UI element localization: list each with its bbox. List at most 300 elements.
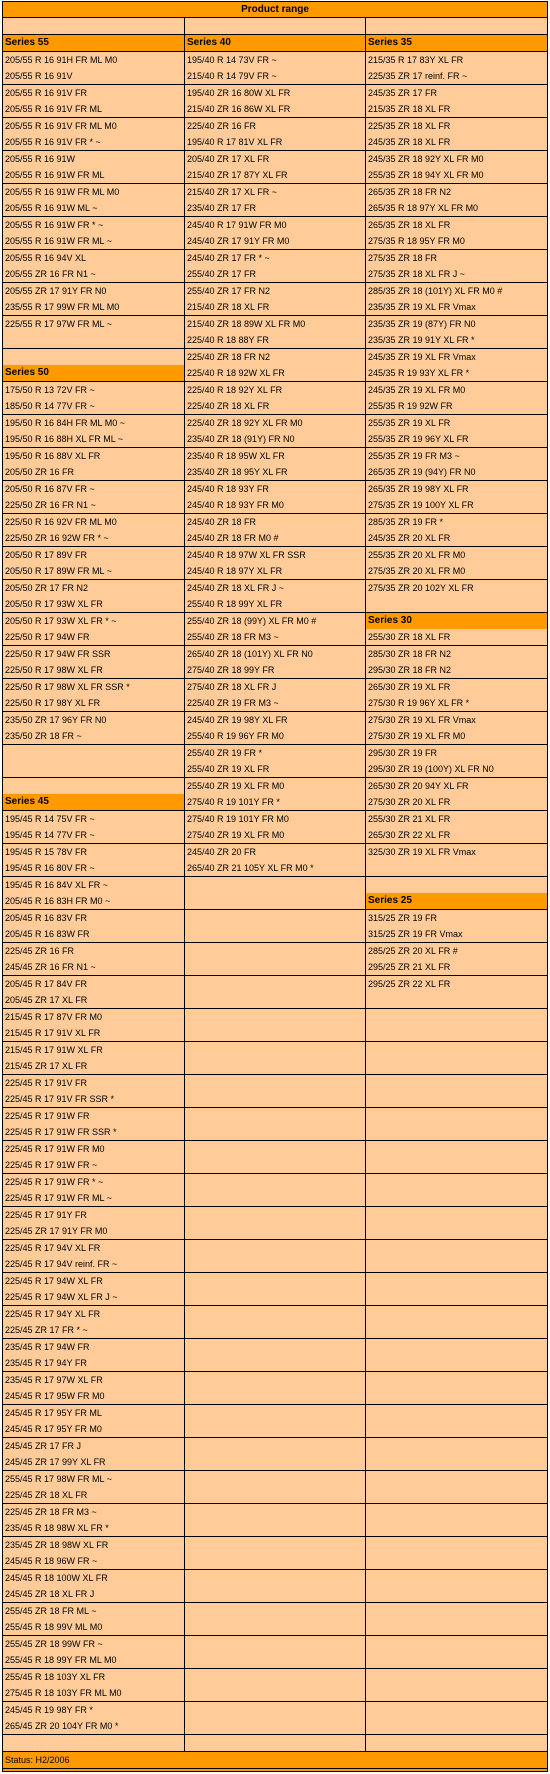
- empty-cell: [366, 1735, 547, 1751]
- empty-cell: [366, 1471, 547, 1487]
- empty-cell: [185, 1240, 365, 1256]
- tyre-size-cell: 255/40 R 18 99Y XL FR: [185, 596, 365, 612]
- tyre-size-cell: 205/45 R 17 84V FR: [3, 976, 184, 992]
- series-header: Series 30: [366, 613, 547, 629]
- tyre-size-cell: 225/40 ZR 19 FR M3 ~: [185, 695, 365, 711]
- empty-cell: [185, 1223, 365, 1239]
- empty-cell: [366, 1372, 547, 1388]
- tyre-size-cell: 245/35 ZR 19 XL FR Vmax: [366, 349, 547, 365]
- series-header: Series 35: [366, 35, 547, 51]
- tyre-size-cell: 245/35 ZR 17 FR: [366, 85, 547, 101]
- status-footer: Status: H2/2006: [3, 1752, 547, 1768]
- tyre-size-cell: 225/45 R 17 91W FR SSR *: [3, 1124, 184, 1140]
- empty-cell: [366, 1636, 547, 1652]
- tyre-size-cell: 245/40 ZR 17 91Y FR M0: [185, 233, 365, 249]
- tyre-size-cell: 195/40 ZR 16 80W XL FR: [185, 85, 365, 101]
- tyre-size-cell: 275/40 R 19 101Y FR M0: [185, 811, 365, 827]
- tyre-size-cell: 225/45 ZR 17 FR * ~: [3, 1322, 184, 1338]
- tyre-size-cell: 225/50 R 17 94W FR: [3, 629, 184, 645]
- tyre-size-cell: 255/45 R 17 98W FR ML ~: [3, 1471, 184, 1487]
- tyre-size-cell: 235/45 R 18 98W XL FR *: [3, 1520, 184, 1536]
- tyre-size-cell: 215/45 R 17 91V XL FR: [3, 1025, 184, 1041]
- tyre-size-cell: 205/55 R 16 91H FR ML M0: [3, 52, 184, 68]
- blank-row: [3, 18, 547, 34]
- tyre-size-cell: 245/35 R 19 93Y XL FR *: [366, 365, 547, 381]
- tyre-size-cell: 245/40 R 18 93Y FR: [185, 481, 365, 497]
- empty-cell: [366, 877, 547, 893]
- product-range-table: [2, 1, 548, 1772]
- empty-cell: [185, 1289, 365, 1305]
- empty-cell: [185, 1652, 365, 1668]
- tyre-size-cell: 205/55 R 16 91V: [3, 68, 184, 84]
- empty-cell: [185, 1009, 365, 1025]
- tyre-size-cell: 245/40 ZR 19 98Y XL FR: [185, 712, 365, 728]
- tyre-size-cell: 245/40 ZR 18 FR M0 #: [185, 530, 365, 546]
- tyre-size-cell: 225/45 R 17 94W XL FR J ~: [3, 1289, 184, 1305]
- series-column-middle: [185, 35, 365, 1751]
- tyre-size-cell: 255/40 ZR 17 FR N2: [185, 283, 365, 299]
- empty-cell: [366, 1619, 547, 1635]
- tyre-size-cell: 245/45 ZR 18 XL FR J: [3, 1586, 184, 1602]
- empty-cell: [366, 1355, 547, 1371]
- tyre-size-cell: 275/30 ZR 19 XL FR Vmax: [366, 712, 547, 728]
- tyre-size-cell: 225/45 R 17 91W FR ML ~: [3, 1190, 184, 1206]
- empty-cell: [185, 1735, 365, 1751]
- tyre-size-cell: 225/40 R 18 92W XL FR: [185, 365, 365, 381]
- empty-cell: [185, 1619, 365, 1635]
- tyre-size-cell: 245/45 R 17 95W FR M0: [3, 1388, 184, 1404]
- tyre-size-cell: 295/25 ZR 22 XL FR: [366, 976, 547, 992]
- empty-cell: [366, 1339, 547, 1355]
- empty-cell: [366, 596, 547, 612]
- tyre-size-cell: 225/45 ZR 18 FR M3 ~: [3, 1504, 184, 1520]
- tyre-size-cell: 215/35 R 17 83Y XL FR: [366, 52, 547, 68]
- empty-cell: [185, 1718, 365, 1734]
- series-header: Series 50: [3, 365, 184, 381]
- empty-cell: [366, 1273, 547, 1289]
- tyre-size-cell: 225/35 ZR 17 reinf. FR ~: [366, 68, 547, 84]
- tyre-size-cell: 235/40 R 18 95W XL FR: [185, 448, 365, 464]
- tyre-size-cell: 255/40 R 19 96Y FR M0: [185, 728, 365, 744]
- tyre-size-cell: 255/35 ZR 19 FR M3 ~: [366, 448, 547, 464]
- empty-cell: [185, 1438, 365, 1454]
- tyre-size-cell: 195/50 R 16 84H FR ML M0 ~: [3, 415, 184, 431]
- tyre-size-cell: 235/40 ZR 18 95Y XL FR: [185, 464, 365, 480]
- tyre-size-cell: 225/40 ZR 18 FR N2: [185, 349, 365, 365]
- tyre-size-cell: 265/35 R 18 97Y XL FR M0: [366, 200, 547, 216]
- tyre-size-cell: 255/45 R 18 103Y XL FR: [3, 1669, 184, 1685]
- tyre-size-cell: 245/40 ZR 18 FR: [185, 514, 365, 530]
- tyre-size-cell: 245/35 ZR 20 XL FR: [366, 530, 547, 546]
- tyre-size-cell: 275/30 ZR 19 XL FR M0: [366, 728, 547, 744]
- tyre-size-cell: 175/50 R 13 72V FR ~: [3, 382, 184, 398]
- tyre-size-cell: 205/55 R 16 91W: [3, 151, 184, 167]
- empty-cell: [185, 1075, 365, 1091]
- tyre-size-cell: 205/50 R 17 93W XL FR * ~: [3, 613, 184, 629]
- empty-cell: [366, 1322, 547, 1338]
- empty-cell: [366, 1108, 547, 1124]
- tyre-size-cell: 255/40 ZR 19 XL FR M0: [185, 778, 365, 794]
- empty-cell: [185, 1388, 365, 1404]
- tyre-size-cell: 235/45 R 17 94W FR: [3, 1339, 184, 1355]
- empty-cell: [366, 1009, 547, 1025]
- tyre-size-cell: 245/40 ZR 18 XL FR J ~: [185, 580, 365, 596]
- empty-cell: [3, 761, 184, 777]
- tyre-size-cell: 225/45 R 17 94V reinf. FR ~: [3, 1256, 184, 1272]
- series-header: Series 40: [185, 35, 365, 51]
- tyre-size-cell: 255/35 ZR 20 XL FR M0: [366, 547, 547, 563]
- tyre-size-cell: 215/40 ZR 18 89W XL FR M0: [185, 316, 365, 332]
- tyre-size-cell: 225/50 R 17 94W FR SSR: [3, 646, 184, 662]
- tyre-size-cell: 245/45 R 17 95Y FR ML: [3, 1405, 184, 1421]
- tyre-size-cell: 265/35 ZR 18 XL FR: [366, 217, 547, 233]
- empty-cell: [185, 1669, 365, 1685]
- tyre-size-cell: 245/45 R 18 100W XL FR: [3, 1570, 184, 1586]
- empty-cell: [185, 1520, 365, 1536]
- blank-cell: [3, 18, 184, 34]
- tyre-size-cell: 195/40 R 14 73V FR ~: [185, 52, 365, 68]
- empty-cell: [366, 1042, 547, 1058]
- tyre-size-cell: 195/45 R 15 78V FR: [3, 844, 184, 860]
- tyre-size-cell: 265/45 ZR 20 104Y FR M0 *: [3, 1718, 184, 1734]
- tyre-size-cell: 205/55 R 16 91V FR ML M0: [3, 118, 184, 134]
- tyre-size-cell: 225/40 R 18 92Y XL FR: [185, 382, 365, 398]
- tyre-size-cell: 205/55 R 16 94V XL: [3, 250, 184, 266]
- empty-cell: [366, 860, 547, 876]
- tyre-size-cell: 275/40 ZR 19 XL FR M0: [185, 827, 365, 843]
- empty-cell: [366, 1702, 547, 1718]
- tyre-size-cell: 225/45 R 17 94Y XL FR: [3, 1306, 184, 1322]
- empty-cell: [3, 745, 184, 761]
- empty-cell: [366, 1652, 547, 1668]
- empty-cell: [185, 1537, 365, 1553]
- empty-cell: [185, 1273, 365, 1289]
- empty-cell: [185, 1190, 365, 1206]
- tyre-size-cell: 215/40 ZR 17 87Y XL FR: [185, 167, 365, 183]
- tyre-size-cell: 245/40 ZR 17 FR * ~: [185, 250, 365, 266]
- tyre-size-cell: 255/45 ZR 18 FR ML ~: [3, 1603, 184, 1619]
- empty-cell: [185, 1306, 365, 1322]
- empty-cell: [185, 926, 365, 942]
- empty-cell: [185, 1124, 365, 1140]
- tyre-size-cell: 225/45 ZR 16 FR: [3, 943, 184, 959]
- empty-cell: [185, 976, 365, 992]
- empty-cell: [185, 943, 365, 959]
- empty-cell: [366, 1157, 547, 1173]
- tyre-size-cell: 205/55 R 16 91W ML ~: [3, 200, 184, 216]
- empty-cell: [366, 1388, 547, 1404]
- bottom-bar: [3, 1769, 547, 1771]
- empty-cell: [185, 1586, 365, 1602]
- tyre-size-cell: 255/40 ZR 17 FR: [185, 266, 365, 282]
- tyre-size-cell: 205/55 R 16 91W FR * ~: [3, 217, 184, 233]
- empty-cell: [366, 1240, 547, 1256]
- empty-cell: [185, 877, 365, 893]
- tyre-size-cell: 295/25 ZR 21 XL FR: [366, 959, 547, 975]
- tyre-size-cell: 225/50 ZR 16 92W FR * ~: [3, 530, 184, 546]
- empty-cell: [366, 1570, 547, 1586]
- empty-cell: [366, 1603, 547, 1619]
- tyre-size-cell: 205/50 R 17 89W FR ML ~: [3, 563, 184, 579]
- tyre-size-cell: 265/40 ZR 18 (101Y) XL FR N0: [185, 646, 365, 662]
- tyre-size-cell: 325/30 ZR 19 XL FR Vmax: [366, 844, 547, 860]
- empty-cell: [366, 1058, 547, 1074]
- tyre-size-cell: 195/50 R 16 88H XL FR ML ~: [3, 431, 184, 447]
- tyre-size-cell: 295/30 ZR 19 FR: [366, 745, 547, 761]
- empty-cell: [366, 1520, 547, 1536]
- empty-cell: [185, 1603, 365, 1619]
- empty-cell: [185, 992, 365, 1008]
- tyre-size-cell: 205/50 R 17 89V FR: [3, 547, 184, 563]
- tyre-size-cell: 255/40 ZR 19 FR *: [185, 745, 365, 761]
- empty-cell: [185, 910, 365, 926]
- tyre-size-cell: 245/35 ZR 18 XL FR: [366, 134, 547, 150]
- tyre-size-cell: 225/40 ZR 18 92Y XL FR M0: [185, 415, 365, 431]
- empty-cell: [185, 1042, 365, 1058]
- tyre-size-cell: 245/40 R 18 93Y FR M0: [185, 497, 365, 513]
- tyre-size-cell: 225/50 R 17 98W XL FR: [3, 662, 184, 678]
- tyre-size-cell: 235/55 R 17 99W FR ML M0: [3, 299, 184, 315]
- tyre-size-cell: 215/40 ZR 17 XL FR ~: [185, 184, 365, 200]
- empty-cell: [366, 1487, 547, 1503]
- series-column-right: [366, 35, 547, 1751]
- tyre-size-cell: 225/45 R 17 91W FR M0: [3, 1141, 184, 1157]
- tyre-size-cell: 225/45 R 17 91W FR * ~: [3, 1174, 184, 1190]
- tyre-size-cell: 245/40 R 18 97Y XL FR: [185, 563, 365, 579]
- empty-cell: [366, 1025, 547, 1041]
- empty-cell: [185, 1058, 365, 1074]
- tyre-size-cell: 195/45 R 16 80V FR ~: [3, 860, 184, 876]
- tyre-size-cell: 195/45 R 14 75V FR ~: [3, 811, 184, 827]
- tyre-size-cell: 195/50 R 16 88V XL FR: [3, 448, 184, 464]
- empty-cell: [366, 1685, 547, 1701]
- tyre-size-cell: 275/35 ZR 20 XL FR M0: [366, 563, 547, 579]
- tyre-size-cell: 205/45 ZR 17 XL FR: [3, 992, 184, 1008]
- tyre-size-cell: 255/40 ZR 18 (99Y) XL FR M0 #: [185, 613, 365, 629]
- tyre-size-cell: 285/25 ZR 20 XL FR #: [366, 943, 547, 959]
- empty-cell: [185, 1091, 365, 1107]
- tyre-size-cell: 215/45 ZR 17 XL FR: [3, 1058, 184, 1074]
- blank-cell: [185, 18, 365, 34]
- tyre-size-cell: 245/45 R 18 96W FR ~: [3, 1553, 184, 1569]
- tyre-size-cell: 205/55 R 16 91V FR * ~: [3, 134, 184, 150]
- tyre-size-cell: 265/40 ZR 21 105Y XL FR M0 *: [185, 860, 365, 876]
- empty-cell: [185, 1157, 365, 1173]
- tyre-size-cell: 215/45 R 17 87V FR M0: [3, 1009, 184, 1025]
- empty-cell: [185, 893, 365, 909]
- tyre-size-cell: 255/40 ZR 19 XL FR: [185, 761, 365, 777]
- tyre-size-cell: 265/35 ZR 18 FR N2: [366, 184, 547, 200]
- empty-cell: [366, 1306, 547, 1322]
- empty-cell: [366, 1207, 547, 1223]
- tyre-size-cell: 205/55 ZR 17 91Y FR N0: [3, 283, 184, 299]
- tyre-size-cell: 215/40 ZR 18 XL FR: [185, 299, 365, 315]
- empty-cell: [185, 1141, 365, 1157]
- tyre-size-cell: 195/40 R 17 81V XL FR: [185, 134, 365, 150]
- empty-cell: [366, 1174, 547, 1190]
- empty-cell: [366, 1504, 547, 1520]
- tyre-size-cell: 275/40 ZR 18 99Y FR: [185, 662, 365, 678]
- tyre-size-cell: 245/45 ZR 17 FR J: [3, 1438, 184, 1454]
- empty-cell: [366, 1256, 547, 1272]
- tyre-size-cell: 285/30 ZR 18 FR N2: [366, 646, 547, 662]
- series-header: Series 25: [366, 893, 547, 909]
- tyre-size-cell: 255/35 ZR 19 XL FR: [366, 415, 547, 431]
- empty-cell: [185, 1487, 365, 1503]
- tyre-size-cell: 245/45 ZR 17 99Y XL FR: [3, 1454, 184, 1470]
- empty-cell: [185, 1685, 365, 1701]
- tyre-size-cell: 235/35 ZR 19 91Y XL FR *: [366, 332, 547, 348]
- empty-cell: [185, 1355, 365, 1371]
- empty-cell: [366, 1438, 547, 1454]
- tyre-size-cell: 265/35 ZR 19 98Y XL FR: [366, 481, 547, 497]
- tyre-size-cell: 235/50 ZR 17 96Y FR N0: [3, 712, 184, 728]
- tyre-size-cell: 315/25 ZR 19 FR Vmax: [366, 926, 547, 942]
- tyre-size-cell: 205/45 R 16 83W FR: [3, 926, 184, 942]
- table-title: Product range: [3, 2, 547, 17]
- series-header: Series 55: [3, 35, 184, 51]
- tyre-size-cell: 295/30 ZR 18 FR N2: [366, 662, 547, 678]
- tyre-size-cell: 205/55 ZR 16 FR N1 ~: [3, 266, 184, 282]
- tyre-size-cell: 275/30 R 19 96Y XL FR *: [366, 695, 547, 711]
- blank-cell: [366, 18, 547, 34]
- tyre-size-cell: 235/40 ZR 17 FR: [185, 200, 365, 216]
- tyre-size-cell: 285/35 ZR 18 (101Y) XL FR M0 #: [366, 283, 547, 299]
- tyre-size-cell: 205/55 R 16 91V FR ML: [3, 101, 184, 117]
- tyre-size-cell: 275/35 R 18 95Y FR M0: [366, 233, 547, 249]
- tyre-size-cell: 245/40 R 18 97W XL FR SSR: [185, 547, 365, 563]
- tyre-size-cell: 275/35 ZR 18 XL FR J ~: [366, 266, 547, 282]
- tyre-size-cell: 275/35 ZR 18 FR: [366, 250, 547, 266]
- tyre-size-cell: 205/50 ZR 16 FR: [3, 464, 184, 480]
- empty-cell: [366, 1454, 547, 1470]
- tyre-size-cell: 295/30 ZR 19 (100Y) XL FR N0: [366, 761, 547, 777]
- empty-cell: [366, 1075, 547, 1091]
- tyre-size-cell: 215/35 ZR 18 XL FR: [366, 101, 547, 117]
- empty-cell: [185, 1504, 365, 1520]
- empty-cell: [185, 1553, 365, 1569]
- empty-cell: [185, 1570, 365, 1586]
- tyre-size-cell: 205/40 ZR 17 XL FR: [185, 151, 365, 167]
- tyre-size-cell: 255/45 R 18 99Y FR ML M0: [3, 1652, 184, 1668]
- tyre-size-cell: 195/45 R 14 77V FR ~: [3, 827, 184, 843]
- tyre-size-cell: 205/55 R 16 91W FR ML: [3, 167, 184, 183]
- empty-cell: [366, 992, 547, 1008]
- tyre-size-cell: 205/55 R 16 91W FR ML M0: [3, 184, 184, 200]
- tyre-size-cell: 225/45 R 17 91W FR ~: [3, 1157, 184, 1173]
- tyre-size-cell: 255/30 ZR 18 XL FR: [366, 629, 547, 645]
- empty-cell: [185, 1256, 365, 1272]
- tyre-size-cell: 245/40 ZR 20 FR: [185, 844, 365, 860]
- tyre-size-cell: 255/35 ZR 19 96Y XL FR: [366, 431, 547, 447]
- tyre-size-cell: 225/45 R 17 91V FR SSR *: [3, 1091, 184, 1107]
- tyre-size-cell: 235/45 R 17 97W XL FR: [3, 1372, 184, 1388]
- tyre-size-cell: 225/45 R 17 91W FR: [3, 1108, 184, 1124]
- empty-cell: [366, 1537, 547, 1553]
- empty-cell: [366, 1421, 547, 1437]
- empty-cell: [366, 1718, 547, 1734]
- empty-cell: [185, 1702, 365, 1718]
- empty-cell: [185, 959, 365, 975]
- tyre-size-cell: 205/45 R 16 83V FR: [3, 910, 184, 926]
- empty-cell: [366, 1223, 547, 1239]
- tyre-size-cell: 245/35 ZR 18 92Y XL FR M0: [366, 151, 547, 167]
- series-column-left: [3, 35, 184, 1751]
- empty-cell: [185, 1322, 365, 1338]
- tyre-size-cell: 245/45 ZR 16 FR N1 ~: [3, 959, 184, 975]
- tyre-size-cell: 285/35 ZR 19 FR *: [366, 514, 547, 530]
- empty-cell: [185, 1471, 365, 1487]
- empty-cell: [185, 1339, 365, 1355]
- tyre-size-cell: 205/50 R 17 93W XL FR: [3, 596, 184, 612]
- empty-cell: [366, 1091, 547, 1107]
- tyre-size-cell: 205/55 R 16 91W FR ML ~: [3, 233, 184, 249]
- tyre-size-cell: 225/45 ZR 18 XL FR: [3, 1487, 184, 1503]
- empty-cell: [185, 1372, 365, 1388]
- tyre-size-cell: 215/40 R 14 79V FR ~: [185, 68, 365, 84]
- tyre-size-cell: 225/50 R 17 98W XL FR SSR *: [3, 679, 184, 695]
- tyre-size-cell: 275/35 ZR 19 100Y XL FR: [366, 497, 547, 513]
- tyre-size-cell: 225/45 R 17 94W XL FR: [3, 1273, 184, 1289]
- tyre-size-cell: 225/35 ZR 18 XL FR: [366, 118, 547, 134]
- empty-cell: [185, 1636, 365, 1652]
- tyre-size-cell: 195/45 R 16 84V XL FR ~: [3, 877, 184, 893]
- tyre-size-cell: 275/40 R 19 101Y FR *: [185, 794, 365, 810]
- tyre-size-cell: 225/45 R 17 91Y FR: [3, 1207, 184, 1223]
- tyre-size-cell: 235/35 ZR 19 (87Y) FR N0: [366, 316, 547, 332]
- tyre-size-cell: 245/45 R 19 98Y FR *: [3, 1702, 184, 1718]
- tyre-size-cell: 225/55 R 17 97W FR ML ~: [3, 316, 184, 332]
- tyre-size-cell: 235/50 ZR 18 FR ~: [3, 728, 184, 744]
- tyre-size-cell: 205/50 R 16 87V FR ~: [3, 481, 184, 497]
- tyre-size-cell: 275/45 R 18 103Y FR ML M0: [3, 1685, 184, 1701]
- empty-cell: [185, 1025, 365, 1041]
- empty-cell: [185, 1421, 365, 1437]
- tyre-size-cell: 225/50 ZR 16 FR N1 ~: [3, 497, 184, 513]
- tyre-size-cell: 225/40 ZR 18 XL FR: [185, 398, 365, 414]
- tyre-size-cell: 255/45 R 18 99V ML M0: [3, 1619, 184, 1635]
- empty-cell: [3, 778, 184, 794]
- empty-cell: [3, 349, 184, 365]
- empty-cell: [366, 1124, 547, 1140]
- empty-cell: [366, 1553, 547, 1569]
- tyre-size-cell: 245/45 R 17 95Y FR M0: [3, 1421, 184, 1437]
- tyre-size-cell: 245/40 R 17 91W FR M0: [185, 217, 365, 233]
- tyre-size-cell: 225/45 ZR 17 91Y FR M0: [3, 1223, 184, 1239]
- tyre-size-cell: 265/35 ZR 19 (94Y) FR N0: [366, 464, 547, 480]
- tyre-size-cell: 225/50 R 17 98Y XL FR: [3, 695, 184, 711]
- tyre-size-cell: 255/35 R 19 92W FR: [366, 398, 547, 414]
- empty-cell: [366, 1405, 547, 1421]
- tyre-size-cell: 235/35 ZR 19 XL FR Vmax: [366, 299, 547, 315]
- empty-cell: [3, 1735, 184, 1751]
- empty-cell: [366, 1669, 547, 1685]
- tyre-size-cell: 275/40 ZR 18 XL FR J: [185, 679, 365, 695]
- tyre-size-cell: 225/45 R 17 91V FR: [3, 1075, 184, 1091]
- tyre-size-cell: 235/45 ZR 18 98W XL FR: [3, 1537, 184, 1553]
- series-header: Series 45: [3, 794, 184, 810]
- empty-cell: [366, 1289, 547, 1305]
- tyre-size-cell: 235/45 R 17 94Y FR: [3, 1355, 184, 1371]
- tyre-size-cell: 265/30 ZR 22 XL FR: [366, 827, 547, 843]
- tyre-size-cell: 315/25 ZR 19 FR: [366, 910, 547, 926]
- tyre-size-cell: 255/45 ZR 18 99W FR ~: [3, 1636, 184, 1652]
- tyre-size-cell: 205/50 ZR 17 FR N2: [3, 580, 184, 596]
- tyre-size-cell: 245/35 ZR 19 XL FR M0: [366, 382, 547, 398]
- tyre-size-cell: 275/30 ZR 20 XL FR: [366, 794, 547, 810]
- tyre-size-cell: 255/30 ZR 21 XL FR: [366, 811, 547, 827]
- empty-cell: [366, 1141, 547, 1157]
